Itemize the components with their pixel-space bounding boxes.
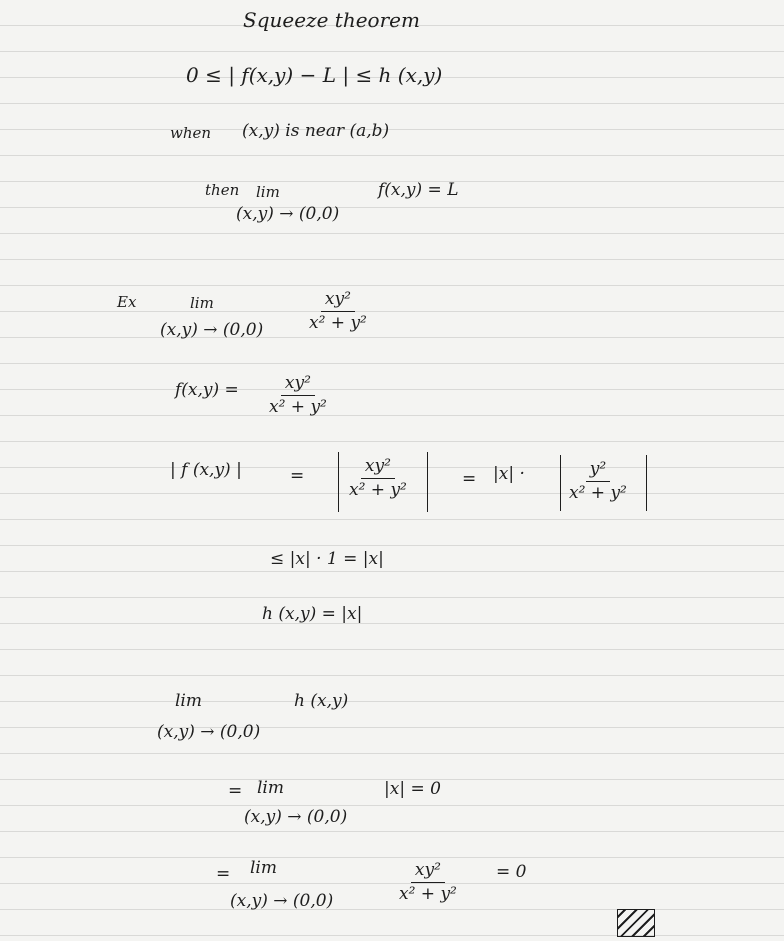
bound-line: ≤ |x| · 1 = |x|: [270, 549, 384, 569]
when-condition: (x,y) is near (a,b): [242, 121, 390, 141]
lim-absx-result: |x| = 0: [384, 779, 441, 799]
final-result: = 0: [496, 862, 527, 882]
f-definition-lhs: f(x,y) =: [175, 380, 239, 400]
then-label: then: [205, 181, 240, 199]
abs-fraction: [345, 458, 411, 499]
abs-y-fraction: [565, 461, 631, 502]
h-definition: h (x,y) = |x|: [262, 604, 363, 624]
fraction-denominator: x² + y²: [309, 313, 367, 333]
abs-bar-left: [560, 455, 561, 511]
fraction-numerator: xy²: [411, 862, 445, 883]
fraction-denominator: x² + y²: [569, 483, 627, 503]
fraction-denominator: x² + y²: [349, 480, 407, 500]
lim-h-subscript: (x,y) → (0,0): [157, 722, 261, 742]
example-fraction: [305, 291, 371, 332]
fraction-denominator: x² + y²: [269, 397, 327, 417]
equals-lead: =: [216, 864, 231, 884]
then-lim-subscript: (x,y) → (0,0): [236, 204, 340, 224]
final-fraction: [395, 862, 461, 903]
example-label: Ex: [117, 293, 137, 311]
page-title: Squeeze theorem: [243, 8, 420, 32]
lim-absx-label: lim: [257, 778, 284, 798]
equals-lead: =: [228, 781, 243, 801]
equals-sign: =: [290, 466, 305, 486]
when-label: when: [170, 124, 212, 142]
fraction-numerator: xy²: [281, 375, 315, 396]
abs-bar-right: [646, 455, 647, 511]
qed-box-icon: [617, 909, 655, 937]
example-lim: lim: [190, 294, 214, 312]
example-lim-subscript: (x,y) → (0,0): [160, 320, 264, 340]
abs-x-times: |x| ·: [493, 464, 525, 484]
equals-sign: =: [462, 469, 477, 489]
abs-bar-right: [427, 452, 428, 512]
final-lim-subscript: (x,y) → (0,0): [230, 891, 334, 911]
squeeze-inequality: 0 ≤ | f(x,y) − L | ≤ h (x,y): [186, 63, 443, 87]
abs-f-lhs: | f (x,y) |: [170, 460, 242, 480]
final-lim-label: lim: [250, 858, 277, 878]
fraction-denominator: x² + y²: [399, 884, 457, 904]
fraction-numerator: xy²: [321, 291, 355, 312]
lim-absx-subscript: (x,y) → (0,0): [244, 807, 348, 827]
abs-bar-left: [338, 452, 339, 512]
then-lim: lim: [256, 183, 280, 201]
f-definition-fraction: [265, 375, 331, 416]
then-result: f(x,y) = L: [378, 180, 459, 200]
fraction-numerator: xy²: [361, 458, 395, 479]
lim-h-label: lim: [175, 691, 202, 711]
lim-h-function: h (x,y): [294, 691, 349, 711]
fraction-numerator: y²: [586, 461, 610, 482]
